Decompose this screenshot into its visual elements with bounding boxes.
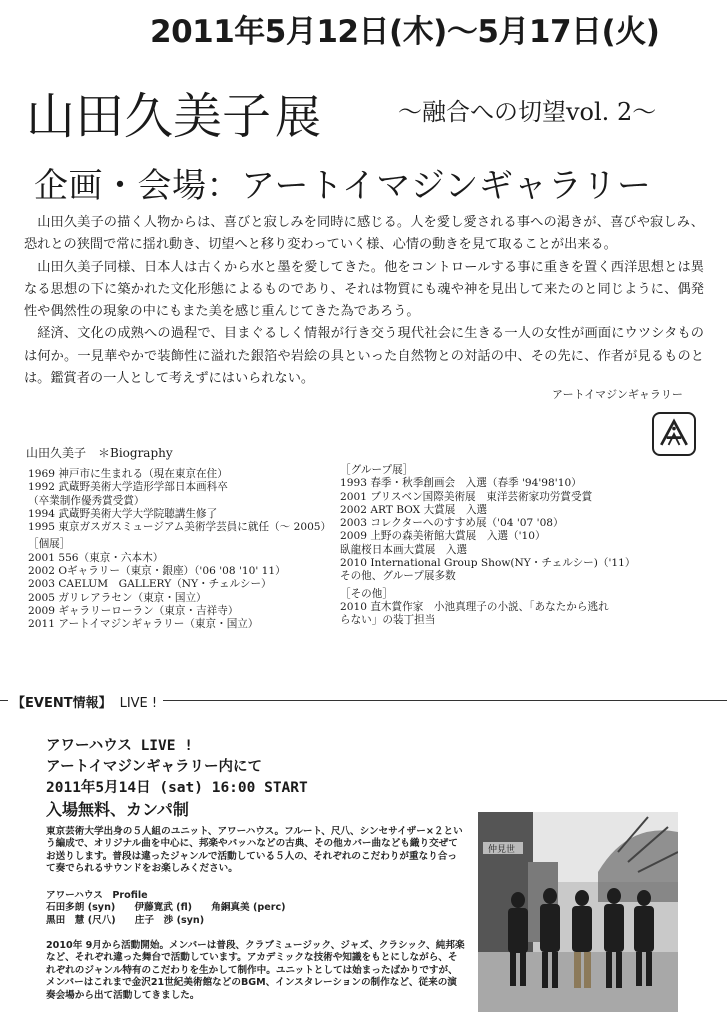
biography-entry: 2009 ギャラリーローラン（東京・吉祥寺）	[28, 604, 239, 617]
biography-entry: 臥龍桜日本画大賞展 入選	[340, 543, 468, 556]
event-label-live: LIVE !	[119, 696, 158, 711]
biography-section-heading: ［グループ展］	[340, 464, 414, 476]
event-admission: 入場無料、カンパ制	[46, 800, 189, 819]
essay	[24, 212, 704, 390]
biography-entry: 1995 東京ガスガスミュージアム美術学芸員に就任（〜 2005）	[28, 521, 332, 534]
band-photo-image	[478, 812, 678, 1012]
artist-name: 山田久美子	[26, 88, 272, 145]
biography-heading: 山田久美子 ＊Biography	[26, 446, 173, 460]
exhibition-subtitle: 〜融合への切望vol. 2〜	[398, 98, 657, 126]
essay-signature: アートイマジンギャラリー	[552, 388, 683, 401]
biography-entry: 2002 ART BOX 大賞展 入選	[340, 503, 488, 516]
biography-entry: 1969 神戸市に生まれる（現在東京在住）	[28, 468, 228, 480]
profile-members: 石田多朗 (syn) 伊藤寛武 (fl) 角銅真美 (perc)	[46, 902, 286, 914]
biography-section-heading: ［個展］	[28, 538, 71, 551]
biography-entry: 2010 International Group Show(NY・チェルシー)（'11）	[340, 557, 636, 570]
event-description: 東京芸術大学出身の５人組のユニット、アワーハウス。フルート、尺八、シンセサイザー×２という編成で、オリジナル曲を中心に、邦楽やバッハなどの古典、その他カバー曲なども織り交ぜてお送りします。普段は違ったジャンルで活動している５人の、それぞれのこだわりが重なり合って奏でられるサウンドをお楽しみください。	[46, 826, 463, 875]
essay-paragraph: 山田久美子同様、日本人は古くから水と墨を愛してきた。他をコントロールする事に重きを置く西洋思想とは異なる思想の下に築かれた文化形態によるものであり、それは物質にも魂や神を見出して来たのと同じように、偶発性や偶然性の現象の中にもまた美を感じ重んじてきた為であろう。	[24, 259, 704, 320]
biography-left-column	[28, 468, 331, 632]
biography-entry: その他、グループ展多数	[340, 570, 456, 583]
band-photo	[478, 812, 678, 1012]
event-summary	[46, 736, 308, 820]
biography-section-heading: ［その他］	[340, 587, 393, 600]
biography-entry: 2005 ガリレアラセン（東京・国立）	[28, 591, 207, 604]
biography-entry: 2002 Oギャラリー（東京・銀座）（'06 '08 '10' 11）	[28, 565, 286, 578]
profile-title: アワーハウス Profile	[46, 890, 148, 901]
essay-paragraph: 経済、文化の成熟への過程で、目まぐるしく情報が行き交う現代社会に生きる一人の女性が画面にウツシタものは何か。一見華やかで装飾性に溢れた銀箔や岩絵の具といった自然物との対話の中、その先に、作者が見るものとは。鑑賞者の一人として考えずにはいられない。	[24, 326, 704, 387]
shop-sign-text: 仲見世	[488, 845, 516, 855]
biography-entry: 2010 直木賞作家 小池真理子の小説、「あなたから逃れ	[340, 600, 609, 613]
seal-mark-icon	[654, 414, 694, 454]
event-venue: アートイマジンギャラリー内にて	[46, 759, 262, 775]
organizer-venue: 企画・会場：アートイマジンギャラリー	[34, 166, 652, 206]
biography-entry: 2003 CAELUM GALLERY（NY・チェルシー）	[28, 578, 272, 591]
biography-entry: 1994 武蔵野美術大学大学院聴講生修了	[28, 507, 218, 520]
band-history: 2010年 9月から活動開始。メンバーは普段、クラブミュージック、ジャズ、クラシック、純邦楽など、それぞれ違った舞台で活動しています。アカデミックな技術や知識をもとにしながら、それぞれのジャンル特有のこだわりを生かして制作中。ユニットとしては始まったばかりですが、メンバーはこれまで金沢21世紀美術館などのBGM、インスタレーションの制作など、従来の演奏会場から出て活動してきました。	[46, 940, 465, 1001]
exhibition-suffix: 展	[275, 90, 322, 144]
biography-entry: 2003 コレクターへのすすめ展（'04 '07 '08）	[340, 517, 564, 530]
essay-paragraph: 山田久美子の描く人物からは、喜びと寂しみを同時に感じる。人を愛し愛される事への渇きが、喜びや寂しみ、恐れとの狭間で常に揺れ動き、切望へと移り変わっていく様、心情の動きを見て取ることが出来る。	[24, 215, 704, 253]
event-title: アワーハウス LIVE !	[46, 738, 193, 754]
event-datetime: 2011年5月14日 (sat) 16:00 START	[46, 780, 308, 796]
biography-entry: 1993 春季・秋季創画会 入選（春季 '94'98'10）	[340, 477, 582, 490]
biography-right-column	[340, 460, 635, 628]
event-label-text: 【EVENT情報】	[12, 696, 112, 711]
profile-members: 黒田 慧 (尺八) 庄子 渉 (syn)	[46, 914, 205, 926]
biography-entry: 2009 上野の森美術館大賞展 入選（'10）	[340, 530, 546, 543]
biography-entry: 2011 アートイマジンギャラリー（東京・国立）	[28, 618, 259, 631]
biography-entry: 2001 556（東京・六本木）	[28, 551, 164, 564]
biography-entry: 2001 ブリスベン国際美術展 東洋芸術家功労賞受賞	[340, 490, 593, 503]
biography-entry: 1992 武蔵野美術大学造形学部日本画科卒	[28, 481, 228, 494]
biography-entry: らない」の装丁担当	[340, 614, 436, 627]
band-profile	[46, 890, 466, 927]
biography-entry: （卒業制作優秀賞受賞）	[28, 494, 145, 507]
exhibition-dates: 2011年5月12日(木)〜5月17日(火)	[150, 14, 660, 50]
gallery-seal-logo	[652, 412, 696, 456]
exhibition-title	[26, 78, 321, 148]
event-label	[8, 692, 163, 711]
